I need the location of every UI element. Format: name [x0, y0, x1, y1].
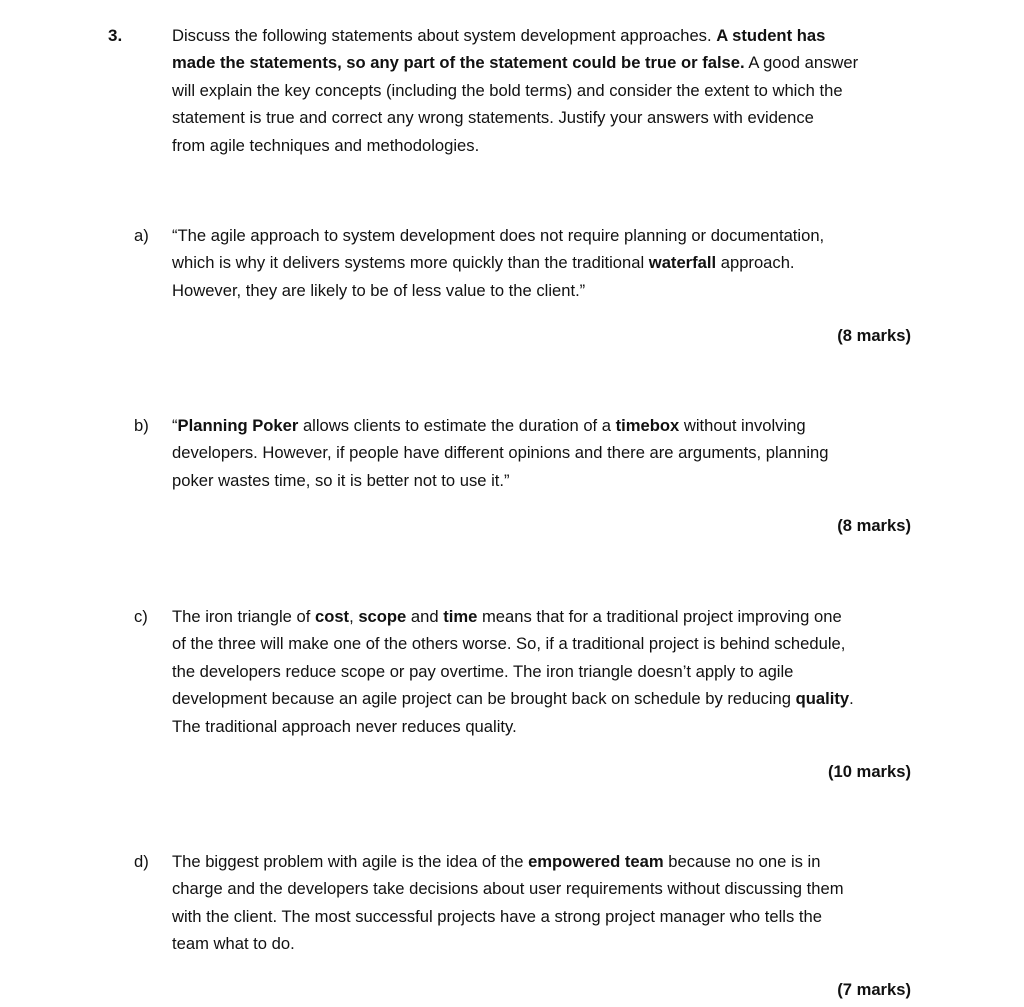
part-d-line-4: team what to do. — [172, 934, 295, 954]
term-waterfall: waterfall — [648, 253, 717, 273]
part-c-line-2: of the three will make one of the others worse. So, if a traditional project is behind schedule, — [172, 634, 846, 654]
part-a-line-1: “The agile approach to system development does not require planning or documentation, — [172, 226, 825, 245]
part-d-statement — [172, 848, 917, 958]
part-b-text: allows clients to estimate the duration of a — [298, 416, 616, 435]
part-d-text: because no one is in — [663, 852, 821, 871]
intro-bold-text: made the statements, so any part of the statement could be true or false. — [172, 53, 745, 73]
part-c-line-3: the developers reduce scope or pay overtime. The iron triangle doesn’t apply to agile — [172, 661, 794, 681]
part-b-line-2: developers. However, if people have different opinions and there are arguments, planning — [172, 443, 829, 463]
intro-line-3: will explain the key concepts (including the bold terms) and consider the extent to which the — [172, 80, 843, 100]
part-d-label: d) — [134, 852, 149, 871]
question-number: 3. — [108, 26, 123, 45]
term-time: time — [443, 607, 478, 626]
part-a-line-2 — [172, 249, 917, 276]
part-a-label: a) — [134, 226, 149, 245]
intro-text: A good answer — [744, 53, 859, 73]
term-quality: quality — [795, 689, 850, 709]
part-d-line-2: charge and the developers take decisions about user requirements without discussing them — [172, 879, 844, 899]
term-planning-poker: Planning Poker — [177, 416, 299, 435]
part-b-text: “ — [172, 416, 178, 435]
intro-text: Discuss the following statements about system development approaches. — [172, 26, 717, 45]
part-d-line-3: with the client. The most successful projects have a strong project manager who tells the — [172, 906, 822, 926]
term-timebox: timebox — [615, 416, 680, 435]
part-a-line-3: However, they are likely to be of less value to the client.” — [172, 280, 586, 300]
part-d-marks: (7 marks) — [837, 980, 911, 999]
question-intro — [172, 22, 917, 159]
part-b-text: without involving — [679, 416, 806, 435]
part-b-marks: (8 marks) — [837, 516, 911, 535]
term-empowered-team: empowered team — [528, 852, 664, 871]
part-a-text: which is why it delivers systems more quickly than the traditional — [172, 253, 649, 273]
part-c-text: The iron triangle of — [172, 607, 315, 626]
part-a-text: approach. — [716, 253, 795, 273]
part-c-marks: (10 marks) — [827, 762, 911, 781]
part-b-statement — [172, 412, 917, 494]
intro-line-1 — [172, 22, 917, 49]
intro-line-4: statement is true and correct any wrong statements. Justify your answers with evidence — [172, 108, 814, 128]
part-c-text: means that for a traditional project improving one — [477, 607, 842, 626]
part-c-statement — [172, 603, 917, 740]
part-d-text: The biggest problem with agile is the idea of the — [172, 852, 529, 871]
part-c-line-1 — [172, 603, 917, 630]
part-c-text: development because an agile project can be brought back on schedule by reducing — [172, 689, 796, 709]
part-c-label: c) — [134, 607, 148, 626]
part-a-marks: (8 marks) — [837, 326, 911, 345]
part-b-line-1 — [172, 412, 917, 439]
part-a-statement — [172, 222, 917, 304]
part-d-line-1 — [172, 848, 917, 875]
part-c-line-4 — [172, 685, 917, 712]
term-cost: cost — [314, 607, 350, 626]
intro-line-2 — [172, 49, 917, 76]
part-c-text: and — [406, 607, 444, 626]
part-b-label: b) — [134, 416, 149, 435]
intro-line-5: from agile techniques and methodologies. — [172, 135, 480, 155]
term-scope: scope — [358, 607, 407, 626]
part-b-line-3: poker wastes time, so it is better not to use it.” — [172, 470, 510, 490]
part-c-text: . — [849, 689, 854, 709]
part-c-line-5: The traditional approach never reduces quality. — [172, 716, 517, 736]
part-c-text: , — [349, 607, 359, 626]
intro-bold-text: A student has — [716, 26, 826, 45]
